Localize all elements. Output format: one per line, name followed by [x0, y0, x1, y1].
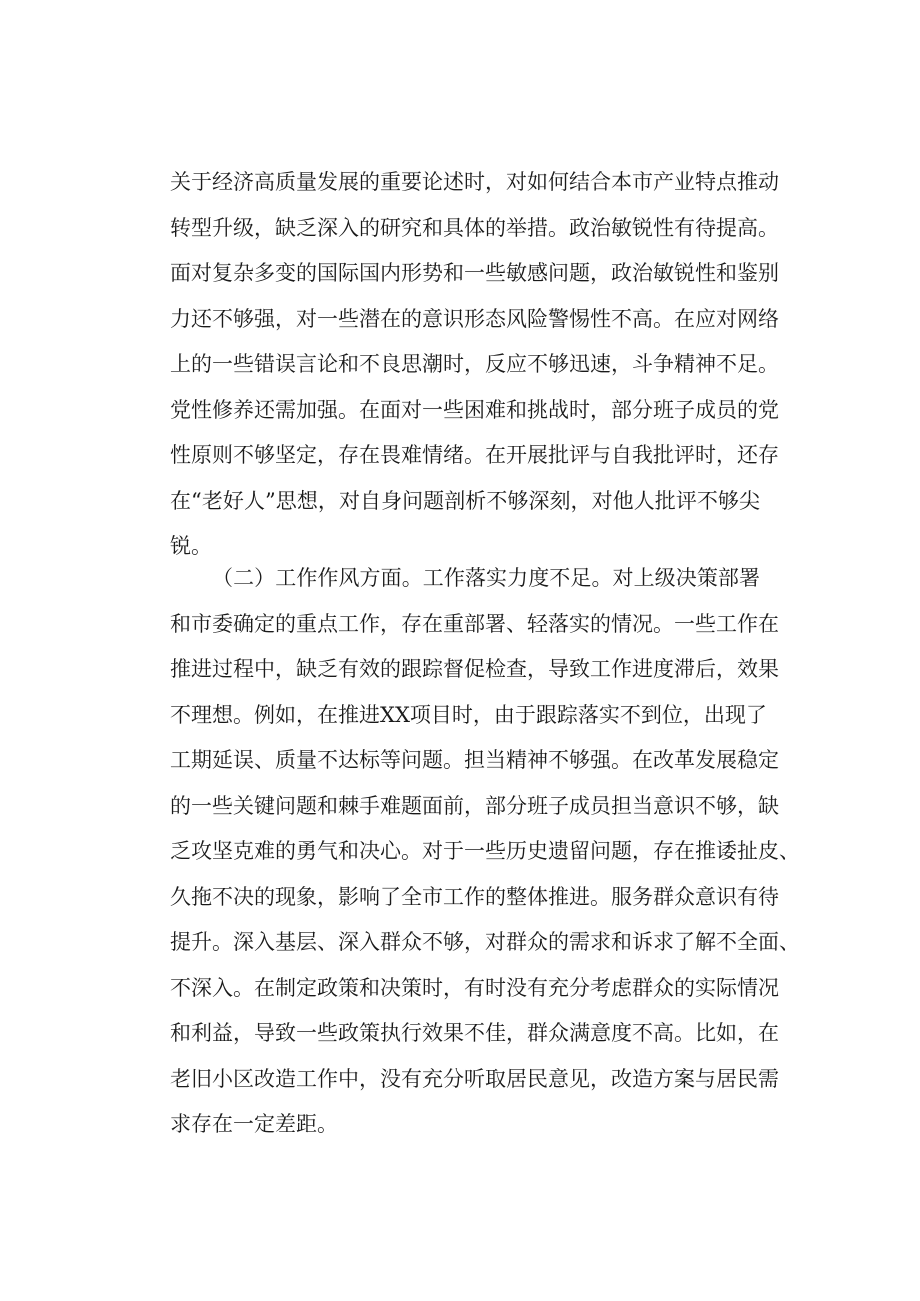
text-line: 乏攻坚克难的勇气和决心。对于一些历史遗留问题，存在推诿扯皮、: [170, 839, 800, 863]
paragraph-work-style: [170, 556, 800, 1148]
text-line: 求存在一定差距。: [170, 1112, 338, 1136]
text-line: 力还不够强，对一些潜在的意识形态风险警惕性不高。在应对网络: [170, 306, 779, 331]
text-line: 关于经济高质量发展的重要论述时，对如何结合本市产业特点推动: [170, 170, 779, 194]
text-line: 面对复杂多变的国际国内形势和一些敏感问题，政治敏锐性和鉴别: [170, 261, 779, 285]
text-line: 锐。: [170, 534, 212, 558]
text-line: 推进过程中，缺乏有效的跟踪督促检查，导致工作进度滞后，效果: [170, 657, 779, 681]
text-line: 不深入。在制定政策和决策时，有时没有充分考虑群众的实际情况: [170, 975, 779, 1000]
text-line: （二）工作作风方面。工作落实力度不足。对上级决策部署: [212, 566, 760, 590]
text-line: 上的一些错误言论和不良思潮时，反应不够迅速，斗争精神不足。: [170, 352, 779, 376]
text-line: 党性修养还需加强。在面对一些困难和挑战时，部分班子成员的党: [170, 397, 779, 422]
text-line: 工期延误、质量不达标等问题。担当精神不够强。在改革发展稳定: [170, 748, 779, 772]
text-line: 在“老好人”思想，对自身问题剖析不够深刻，对他人批评不够尖: [170, 488, 760, 513]
text-line: 提升。深入基层、深入群众不够，对群众的需求和诉求了解不全面、: [170, 930, 800, 954]
text-line: 久拖不决的现象，影响了全市工作的整体推进。服务群众意识有待: [170, 884, 779, 909]
paragraph-political-issues: [170, 160, 779, 570]
text-line: 和利益，导致一些政策执行效果不佳，群众满意度不高。比如，在: [170, 1021, 779, 1045]
text-line: 不理想。例如，在推进XX项目时，由于跟踪落实不到位，出现了: [170, 702, 767, 727]
text-line: 和市委确定的重点工作，存在重部署、轻落实的情况。一些工作在: [170, 611, 779, 636]
text-line: 老旧小区改造工作中，没有充分听取居民意见，改造方案与居民需: [170, 1066, 779, 1091]
text-line: 性原则不够坚定，存在畏难情绪。在开展批评与自我批评时，还存: [170, 443, 779, 467]
text-line: 的一些关键问题和棘手难题面前，部分班子成员担当意识不够，缺: [170, 793, 779, 818]
text-line: 转型升级，缺乏深入的研究和具体的举措。政治敏锐性有待提高。: [170, 215, 779, 240]
